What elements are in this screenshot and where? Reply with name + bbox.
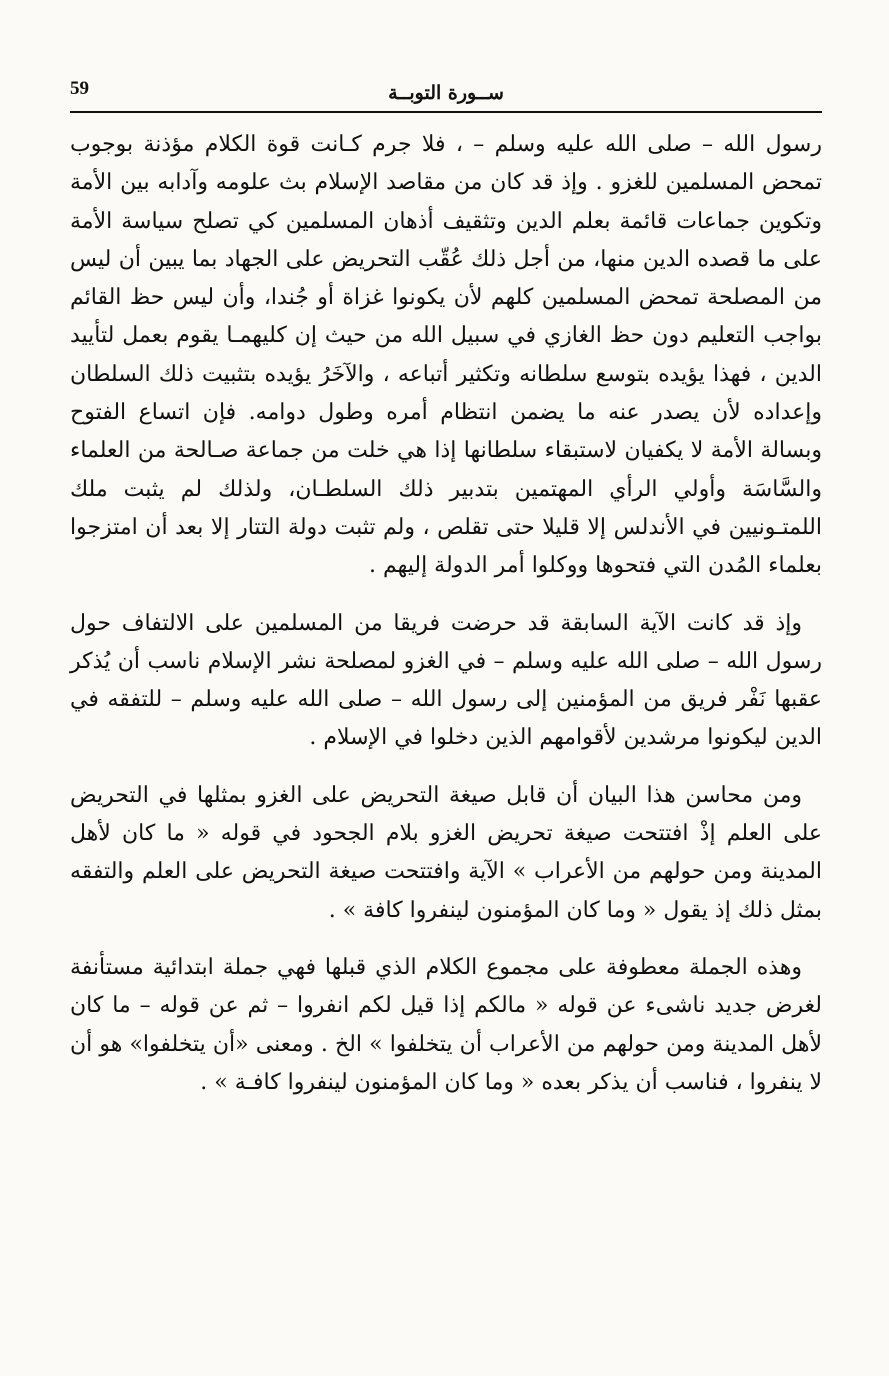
paragraph: ومن محاسن هذا البيان أن قابل صيغة التحريض على الغزو بمثلها في التحريض على العلم إذْ افتتحت صيغة تحريض الغزو بلام الجحود في قوله « ما كان لأهل المدينة ومن حولهم من الأعراب » الآية وافتتحت صيغة التحريض على العلم والتفقه بمثل ذلك إذ يقول « وما كان المؤمنون لينفروا كافة » .: [70, 782, 822, 923]
page-number: 59: [70, 78, 89, 99]
paragraph: رسول الله – صلى الله عليه وسلم – ، فلا جرم كـانت قوة الكلام مؤذنة بوجوب تمحض المسلمين للغزو . وإذ قد كان من مقاصد الإسلام بث علومه وآدابه بين الأمة وتكوين جماعات قائمة بعلم الدين وتثقيف أذهان المسلمين كي تصلح سياسة الأمة على ما قصده الدين منها، من أجل ذلك عُقّب التحريض على الجهاد بما يبين أن ليس من المصلحة تمحض المسلمين كلهم لأن يكونوا غزاة أو جُندا، وأن ليس حظ القائم بواجب التعليم دون حظ الغازي في سبيل الله من حيث إن كليهمـا يقوم بعمل لتأييد الدين ، فهذا يؤيده بتوسع سلطانه وتكثير أتباعه ، والآخَرُ يؤيده بتثبيت ذلك السلطان وإعداده لأن يصدر عنه ما يضمن انتظام أمره وطول دوامه. فإن اتساع الفتوح وبسالة الأمة لا يكفيان لاستبقاء سلطانها إذا هي خلت من جماعة صـالحة من العلماء والسَّاسَة وأولي الرأي المهتمين بتدبير ذلك السلطـان، ولذلك لم يثبت ملك اللمتـونيين في الأندلس إلا قليلا حتى تقلص ، ولم تثبت دولة التتار إلا بعد أن امتزجوا بعلماء المُدن التي فتحوها ووكلوا أمر الدولة إليهم .: [70, 132, 823, 579]
body-text: [70, 126, 822, 1102]
paragraph: وهذه الجملة معطوفة على مجموع الكلام الذي قبلها فهي جملة ابتدائية مستأنفة لغرض جديد ناشىء عن قوله « مالكم إذا قيل لكم انفروا – ثم عن قوله – ما كان لأهل المدينة ومن حولهم من الأعراب أن يتخلفوا » الخ . ومعنى «أن يتخلفوا» هو أن لا ينفروا ، فناسب أن يذكر بعده « وما كان المؤمنون لينفروا كافـة » .: [70, 954, 822, 1095]
running-title: ســورة التوبــة: [388, 82, 504, 104]
header-divider: [70, 111, 822, 113]
paragraph: وإذ قد كانت الآية السابقة قد حرضت فريقا من المسلمين على الالتفاف حول رسول الله – صلى الله عليه وسلم – في الغزو لمصلحة نشر الإسلام ناسب أن يُذكر عقبها نَفْر فريق من المؤمنين إلى رسول الله – صلى الله عليه وسلم – للتفقه في الدين ليكونوا مرشدين لأقوامهم الذين دخلوا في الإسلام .: [70, 610, 822, 751]
page-header: [70, 78, 822, 108]
